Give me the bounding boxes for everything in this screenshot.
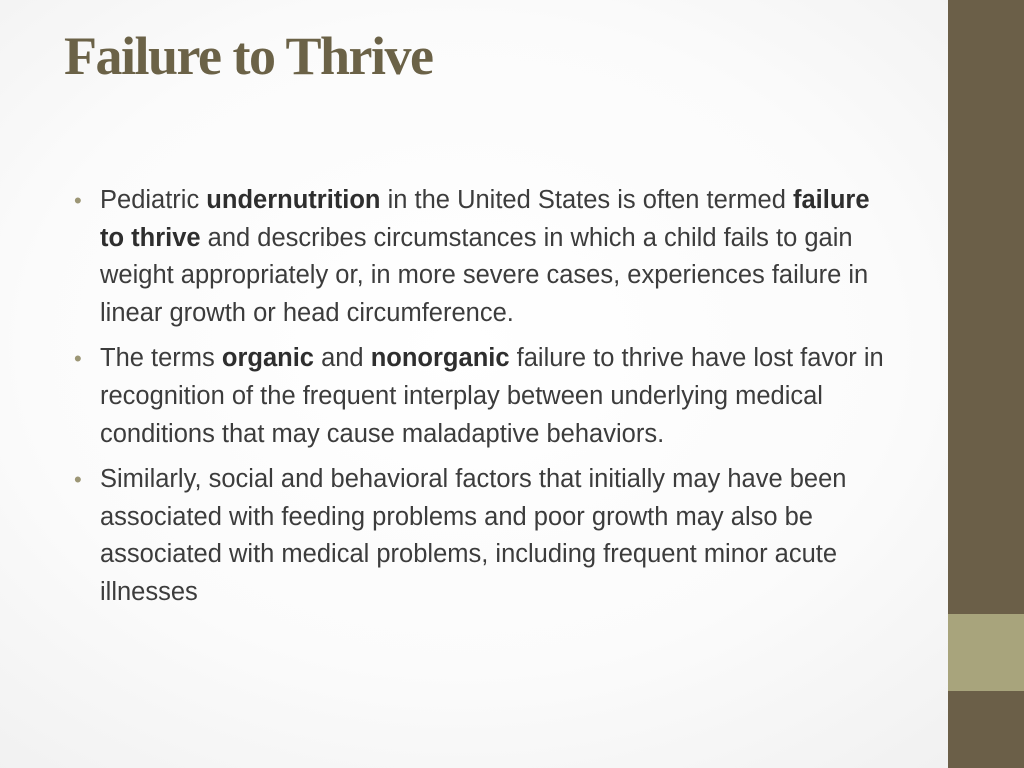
bold-term: undernutrition xyxy=(206,186,381,214)
text-segment: failure to thrive have lost favor in recognition of the frequent interplay between underlying medical conditions that may cause maladaptive behaviors. xyxy=(100,344,884,448)
bullet-text xyxy=(100,465,846,606)
bullet-item xyxy=(72,461,892,611)
bullet-dot-icon: • xyxy=(74,467,82,493)
text-segment: Similarly, social and behavioral factors that initially may have been associated with feeding problems and poor growth may also be associated with medical problems, including frequent minor acute illnesses xyxy=(100,465,847,606)
bold-term: failure to thrive xyxy=(100,186,870,252)
text-segment: and xyxy=(313,344,371,373)
bold-term: organic xyxy=(221,344,314,373)
bold-term: nonorganic xyxy=(370,344,510,373)
text-segment: Pediatric xyxy=(100,186,207,214)
bullet-text xyxy=(100,344,884,447)
text-segment: and describes circumstances in which a child fails to gain weight appropriately or, in more severe cases, experiences failure in linear growth or head circumference. xyxy=(100,223,869,327)
bullet-dot-icon: • xyxy=(74,188,82,213)
decorative-side-accent xyxy=(948,614,1024,691)
text-segment: The terms xyxy=(100,344,222,373)
slide-title: Failure to Thrive xyxy=(64,26,433,86)
bullet-list xyxy=(72,182,892,620)
bullet-text xyxy=(100,186,870,327)
bullet-item xyxy=(72,340,892,453)
text-segment: in the United States is often termed xyxy=(380,186,793,214)
bullet-item xyxy=(72,182,892,332)
bullet-dot-icon: • xyxy=(74,346,82,372)
